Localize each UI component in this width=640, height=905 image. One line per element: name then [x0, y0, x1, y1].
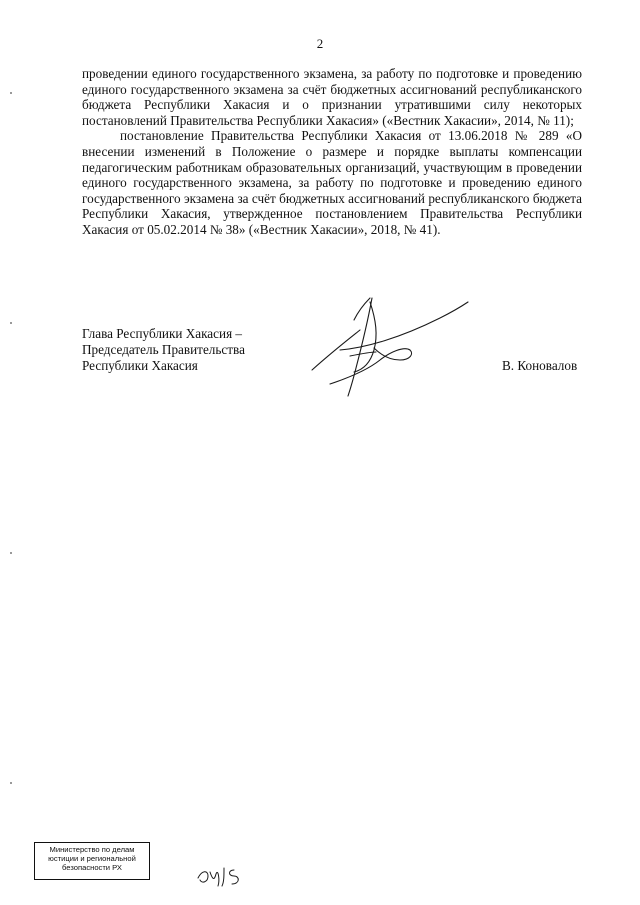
ministry-stamp: [34, 842, 150, 880]
handwritten-initials: [194, 860, 254, 890]
signatory-title: [82, 326, 245, 373]
scan-mark: [10, 782, 12, 784]
signer-name: В. Коновалов: [502, 358, 578, 373]
scan-mark: [10, 92, 12, 94]
text-line: педагогическим работникам образовательных организаций, участвующим в: [82, 159, 513, 175]
stamp-line: безопасности РХ: [62, 863, 122, 872]
text-line: проведении единого государственного экзамена, за работу по подготовке и: [82, 66, 510, 81]
text-line: Хакасии», 2014, № 11);: [443, 112, 574, 128]
text-line: проведению единого государственного экзамена за счёт бюджетных ассигнований: [82, 66, 582, 97]
body-text: [82, 66, 582, 238]
stamp-line: Министерство по делам: [49, 845, 135, 854]
text-line: Правительства Республики Хакасия от 05.02.2014 № 38» («Вестник Хакасии»,: [82, 206, 582, 237]
handwritten-signature: [310, 290, 470, 400]
paragraph-resolution-289: [82, 128, 582, 237]
text-line: 2018, № 41).: [370, 221, 441, 237]
text-line: постановление Правительства Республики Хакасия от 13.06.2018 № 289 «О: [120, 128, 582, 144]
signatory-title-line: Председатель Правительства: [82, 341, 245, 357]
signatory-title-line: Глава Республики Хакасия –: [82, 326, 243, 341]
text-line: проведении единого государственного экзамена, за работу по подготовке и: [82, 159, 583, 191]
scan-mark: [10, 322, 12, 324]
text-line: республиканского бюджета Республики Хакасия и о признании утратившими силу: [82, 81, 583, 113]
text-line: внесении изменений в Положение о размере и порядке выплаты компенсации: [82, 143, 582, 159]
page-number: 2: [316, 36, 324, 51]
scan-mark: [10, 552, 12, 554]
text-line: республиканского бюджета Республики Хакасия, утвержденное постановлением: [82, 190, 582, 222]
text-line: проведению единого государственного экзамена за счёт бюджетных ассигнований: [82, 175, 583, 206]
stamp-line: юстиции и региональной: [48, 854, 136, 863]
text-line: некоторых постановлений Правительства Республики Хакасия» («Вестник: [82, 97, 583, 128]
signatory-title-line: Республики Хакасия: [82, 357, 198, 373]
paragraph-continuation: [82, 66, 582, 128]
